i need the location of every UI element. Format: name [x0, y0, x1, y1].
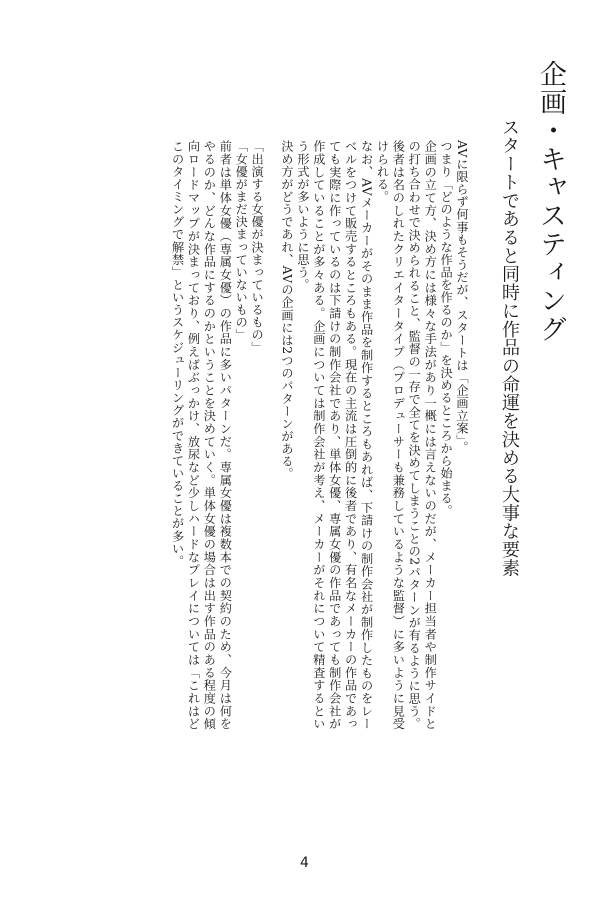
page-number: 4	[300, 855, 309, 871]
paragraph: 前者は単体女優（専属女優）の作品に多いパターンだ。専属女優は複数本での契約のため、今月は何をやるのか、どんな作品にするのかということを決めていく。単体女優の場合は出す作品のある程度の傾向ロードマップが決まっており、例えばぶっかけ、放尿など少しハードなプレイについては「これはどこのタイミングで解禁」というスケジューリングができていることが多い。	[170, 140, 233, 730]
paragraph: つまり「どのような作品を作るのか」を決めるところから始まる。	[439, 140, 454, 517]
paragraph: 「女優がまだ決まっていないもの」	[234, 140, 249, 342]
page-title: 企画・キャスティング	[535, 60, 566, 344]
paragraph: 決め方がどうであれ、AVの企画には2つのパターンがある。	[280, 140, 295, 480]
body-text	[54, 140, 469, 730]
paragraph: AVに限らず何事もそうだが、スタートは「企画立案」。	[455, 140, 469, 454]
paragraph: 企画の立て方、決め方には様々な手法があり一概には言えないのだが、メーカー担当者や制作サイドとの打ち合わせで決められること、監督の一存で全てを決めてしまうことの2パターンが有るように思う。後者は名のしれたクリエイタータイプ（プロデューサーも兼務しているような監督）に多いように見受けられる。	[375, 140, 438, 730]
paragraph: なお、AVメーカーがそのまま作品を制作するところもあれば、下請けの制作会社が制作したものをレーベルをつけて販売するところもある。現在の主流は圧倒的に後者であり、有名なメーカーの作品であっても実際に作っているのは下請けの制作会社であり、単体女優、専属女優の作品であっても制作会社が作成していることが多々ある。企画については制作会社が考え、メーカーがそれについて精査するという形式が多いように思う。	[295, 140, 374, 730]
page-subtitle: スタートであると同時に作品の命運を決める大事な要素	[499, 118, 520, 577]
paragraph: 「出演する女優が決まっているもの」	[250, 140, 265, 354]
